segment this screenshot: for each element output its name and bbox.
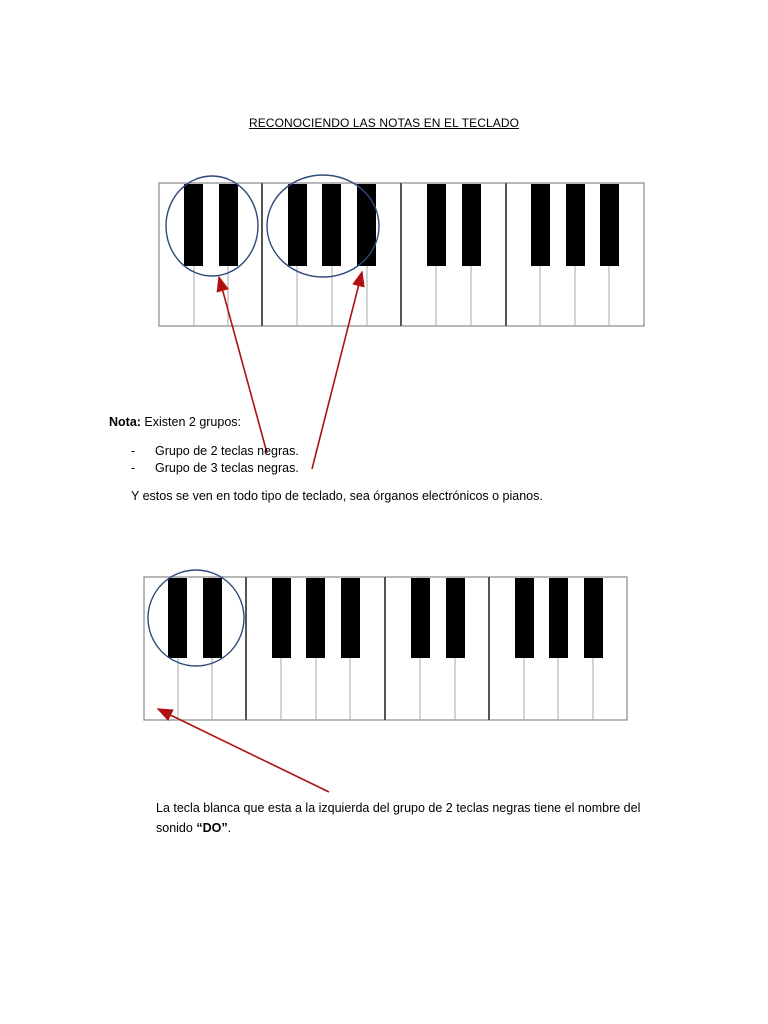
caption-highlight: “DO” bbox=[196, 821, 228, 835]
do-caption bbox=[156, 798, 676, 838]
caption-text: La tecla blanca que esta a la izquierda del grupo de 2 teclas negras tiene el nombre del sonido bbox=[156, 801, 641, 835]
bullet-text: Grupo de 3 teclas negras. bbox=[155, 461, 299, 475]
keyboard-1 bbox=[159, 175, 644, 326]
bullet-dash: - bbox=[131, 444, 136, 458]
note-label: Nota: bbox=[109, 415, 141, 429]
caption-end: . bbox=[227, 821, 232, 835]
keyboard-types-sentence: Y estos se ven en todo tipo de teclado, sea órganos electrónicos o pianos. bbox=[131, 489, 543, 503]
note-text: Existen 2 grupos: bbox=[140, 415, 242, 429]
keyboard-2 bbox=[144, 570, 627, 720]
page-title: RECONOCIENDO LAS NOTAS EN EL TECLADO bbox=[248, 116, 520, 130]
arrow-to-do-key bbox=[158, 709, 329, 792]
bullet-text: Grupo de 2 teclas negras. bbox=[155, 444, 299, 458]
note-line bbox=[109, 415, 241, 429]
bullet-dash: - bbox=[131, 461, 136, 475]
